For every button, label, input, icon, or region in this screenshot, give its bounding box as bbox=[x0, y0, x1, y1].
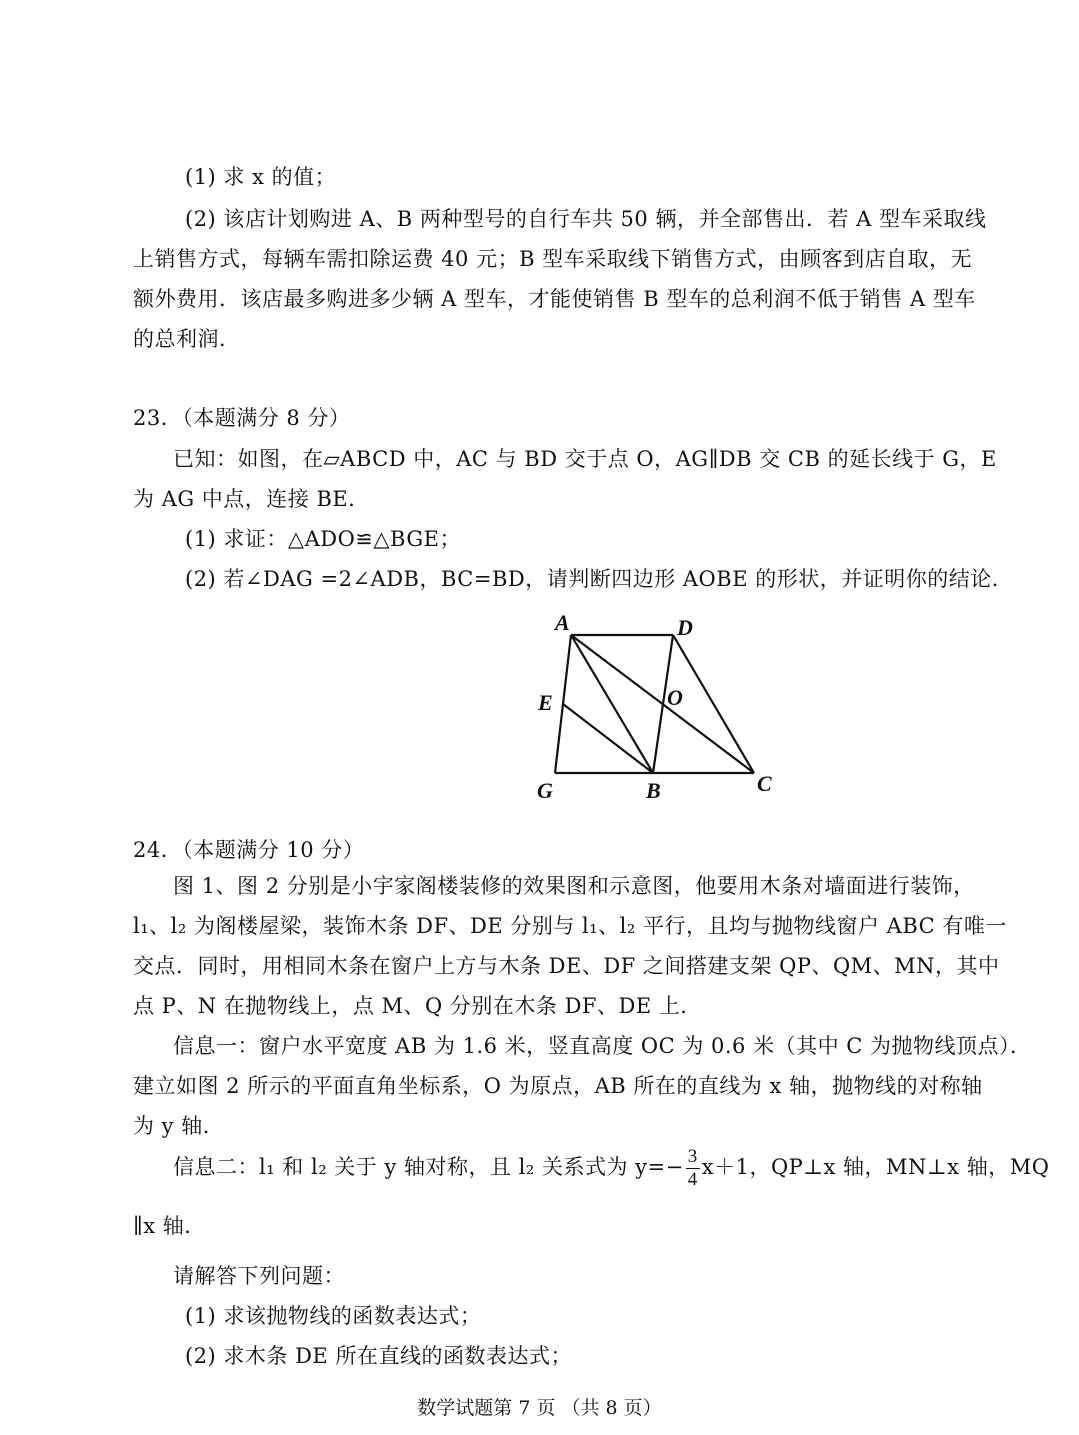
q22-part1: (1) 求 x 的值； bbox=[185, 165, 337, 189]
q24-para1-line2: l₁、l₂ 为阁楼屋梁，装饰木条 DF、DE 分别与 l₁、l₂ 平行，且均与抛物线窗户 ABC 有唯一 bbox=[133, 914, 1007, 938]
page-footer: 数学试题第 7 页 （共 8 页） bbox=[417, 1397, 662, 1419]
q23-header: 23．（本题满分 8 分） bbox=[133, 406, 351, 430]
q24-para1-line1: 图 1、图 2 分别是小宇家阁楼装修的效果图和示意图，他要用木条对墙面进行装饰， bbox=[173, 874, 975, 898]
info2-text-b: x＋1，QP⊥x 轴，MN⊥x 轴，MQ bbox=[701, 1155, 1050, 1179]
q22-part2-line3: 额外费用．该店最多购进多少辆 A 型车，才能使销售 B 型车的总利润不低于销售 A 型车 bbox=[133, 287, 976, 311]
q24-info2-line2: ∥x 轴． bbox=[133, 1214, 206, 1238]
label-d: D bbox=[677, 615, 693, 640]
label-c: C bbox=[757, 771, 772, 796]
q24-info2-line1 bbox=[173, 1146, 1049, 1191]
q24-prompt: 请解答下列问题： bbox=[173, 1264, 345, 1288]
info2-text-a: 信息二：l₁ 和 l₂ 关于 y 轴对称，且 l₂ 关系式为 y=− bbox=[173, 1155, 684, 1179]
q23-part1: (1) 求证：△ADO≌△BGE； bbox=[185, 527, 461, 551]
q24-para1-line4: 点 P、N 在抛物线上，点 M、Q 分别在木条 DF、DE 上． bbox=[133, 994, 702, 1018]
segment-eb bbox=[563, 704, 653, 773]
q24-part1: (1) 求该抛物线的函数表达式； bbox=[185, 1304, 482, 1328]
label-e: E bbox=[538, 690, 553, 715]
q23-given-line2: 为 AG 中点，连接 BE． bbox=[133, 487, 370, 511]
q22-part2-line1: (2) 该店计划购进 A、B 两种型号的自行车共 50 辆，并全部售出．若 A 型车采取线 bbox=[185, 207, 987, 231]
q22-part2-line4: 的总利润． bbox=[133, 327, 241, 351]
label-a: A bbox=[555, 610, 570, 635]
fraction-denominator: 4 bbox=[687, 1169, 698, 1190]
q24-para1-line3: 交点．同时，用相同木条在窗户上方与木条 DE、DF 之间搭建支架 QP、QM、MN，其中 bbox=[133, 954, 1000, 978]
fraction-numerator: 3 bbox=[687, 1146, 698, 1167]
segment-ab bbox=[571, 635, 653, 773]
q24-part2: (2) 求木条 DE 所在直线的函数表达式； bbox=[185, 1344, 572, 1368]
q23-part2: (2) 若∠DAG =2∠ADB，BC=BD，请判断四边形 AOBE 的形状，并证明你的结论． bbox=[185, 567, 1014, 591]
q24-header: 24．（本题满分 10 分） bbox=[133, 838, 365, 862]
fraction-three-quarters bbox=[686, 1146, 700, 1191]
label-g: G bbox=[537, 778, 553, 803]
q23-given-line1: 已知：如图，在▱ABCD 中，AC 与 BD 交于点 O，AG∥DB 交 CB 的延长线于 G，E bbox=[173, 447, 997, 471]
q24-info1-line1: 信息一：窗户水平宽度 AB 为 1.6 米，竖直高度 OC 为 0.6 米（其中 C 为抛物线顶点）． bbox=[173, 1034, 1032, 1058]
label-o: O bbox=[667, 685, 683, 710]
parallelogram-figure bbox=[525, 605, 795, 805]
q22-part2-line2: 上销售方式，每辆车需扣除运费 40 元；B 型车采取线下销售方式，由顾客到店自取，无 bbox=[133, 247, 973, 271]
segment-dc bbox=[673, 635, 754, 773]
q24-info1-line3: 为 y 轴． bbox=[133, 1114, 225, 1138]
q24-info1-line2: 建立如图 2 所示的平面直角坐标系，O 为原点，AB 所在的直线为 x 轴，抛物线的对称轴 bbox=[133, 1074, 983, 1098]
label-b: B bbox=[646, 778, 661, 803]
